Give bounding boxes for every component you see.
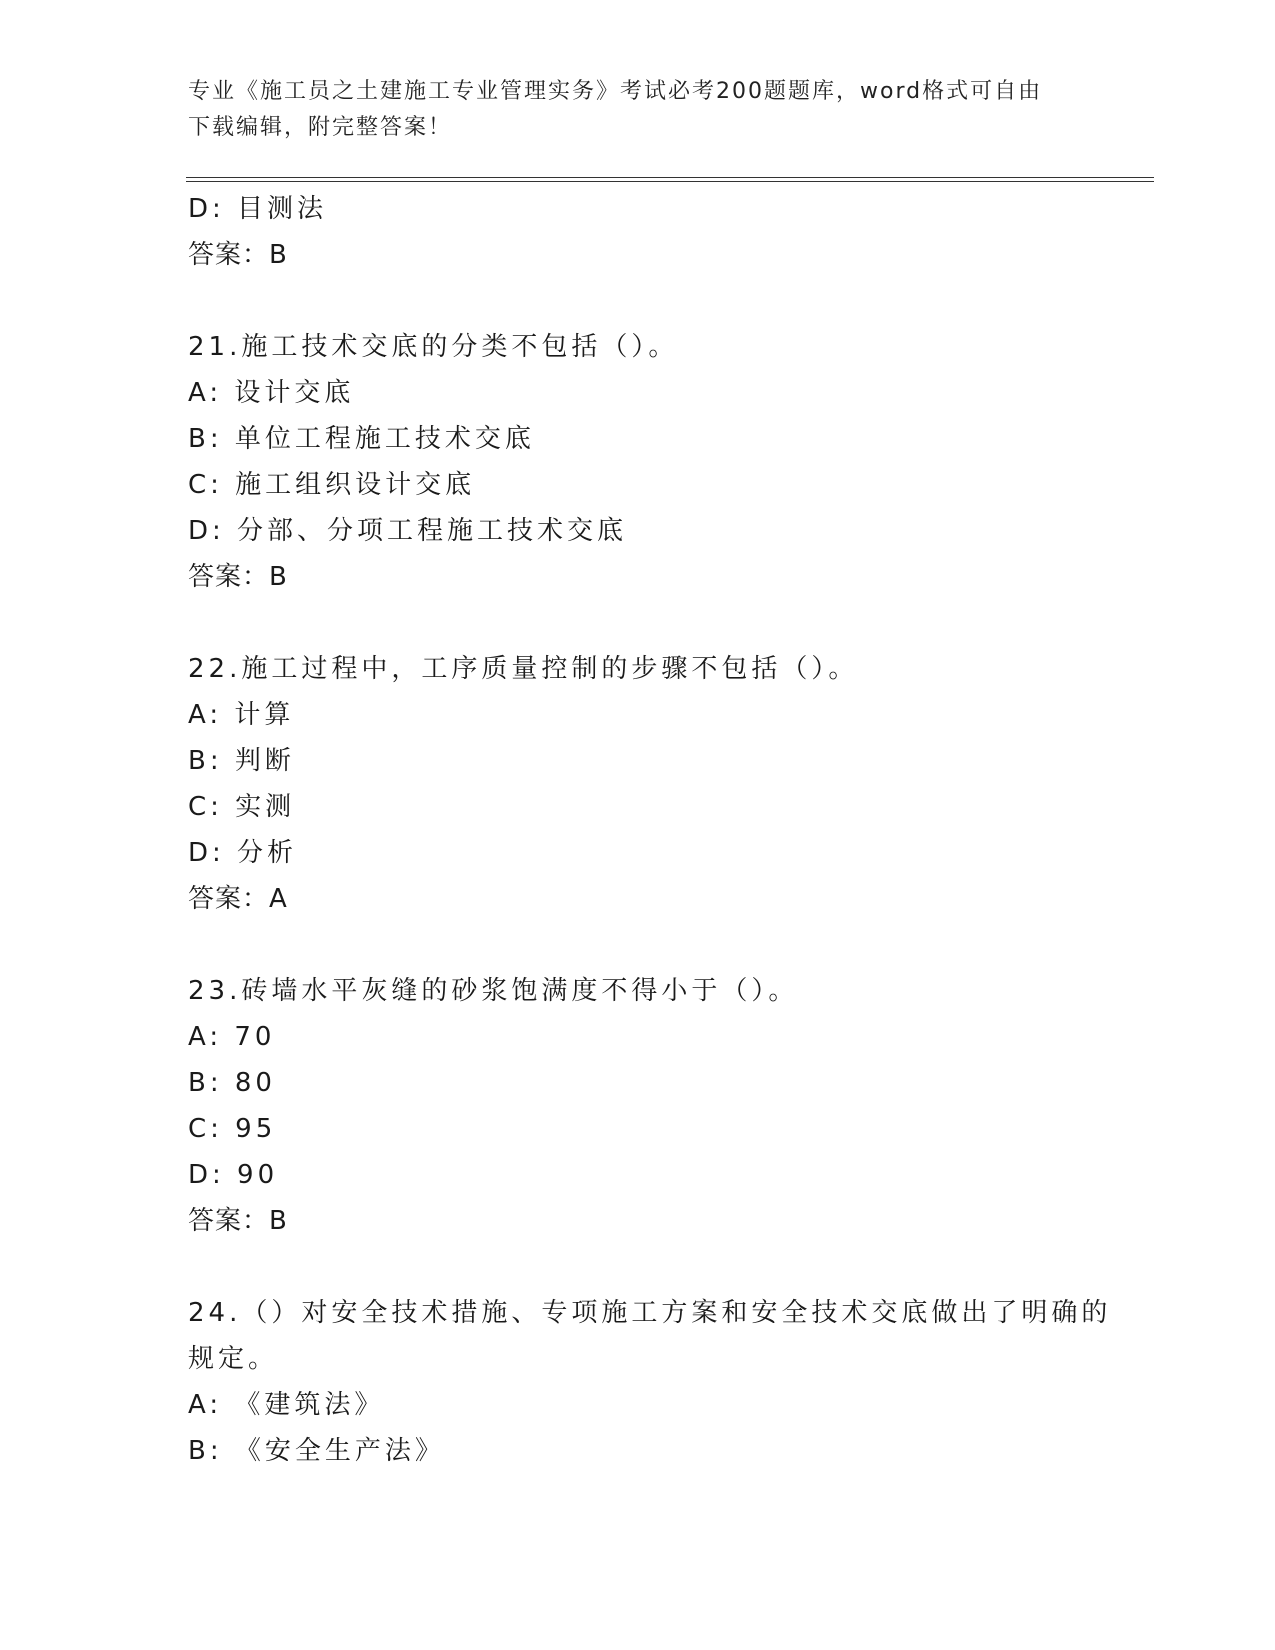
question-22 [188, 646, 1088, 922]
question-21 [188, 324, 1088, 600]
option-c: C: 实测 [188, 792, 296, 822]
option-c: C: 施工组织设计交底 [188, 470, 476, 500]
prev-question-answer: 答案：B [188, 240, 288, 270]
document-header [188, 74, 1088, 146]
question-stem: 21.施工技术交底的分类不包括（）。 [188, 332, 679, 362]
question-stem: 22.施工过程中，工序质量控制的步骤不包括（）。 [188, 654, 859, 684]
spacer [188, 922, 1088, 968]
document-body [188, 186, 1112, 1474]
prev-question-option-d: D: 目测法 [188, 194, 328, 224]
question-24 [188, 1290, 1112, 1474]
option-d: D: 90 [188, 1160, 279, 1190]
spacer [188, 278, 1088, 324]
option-d: D: 分部、分项工程施工技术交底 [188, 516, 628, 546]
spacer [188, 1244, 1088, 1290]
question-stem-line-2: 规定。 [188, 1344, 279, 1374]
option-c: C: 95 [188, 1114, 277, 1144]
option-b: B: 80 [188, 1068, 276, 1098]
option-a: A: 70 [188, 1022, 276, 1052]
option-b: B: 判断 [188, 746, 295, 776]
option-a: A: 设计交底 [188, 378, 355, 408]
option-b: B: 《安全生产法》 [188, 1436, 445, 1466]
option-a: A: 《建筑法》 [188, 1390, 385, 1420]
spacer [188, 600, 1088, 646]
question-23 [188, 968, 1088, 1244]
header-double-rule [186, 177, 1154, 182]
answer: 答案：B [188, 1206, 288, 1236]
header-line-2: 下载编辑，附完整答案！ [188, 115, 453, 140]
question-stem-line-1: 24.（）对安全技术措施、专项施工方案和安全技术交底做出了明确的 [188, 1298, 1112, 1328]
option-d: D: 分析 [188, 838, 298, 868]
option-b: B: 单位工程施工技术交底 [188, 424, 535, 454]
option-a: A: 计算 [188, 700, 295, 730]
header-line-1: 专业《施工员之土建施工专业管理实务》考试必考200题题库，word格式可自由 [188, 79, 1043, 104]
question-stem: 23.砖墙水平灰缝的砂浆饱满度不得小于（）。 [188, 976, 799, 1006]
answer: 答案：B [188, 562, 288, 592]
answer: 答案：A [188, 884, 288, 914]
